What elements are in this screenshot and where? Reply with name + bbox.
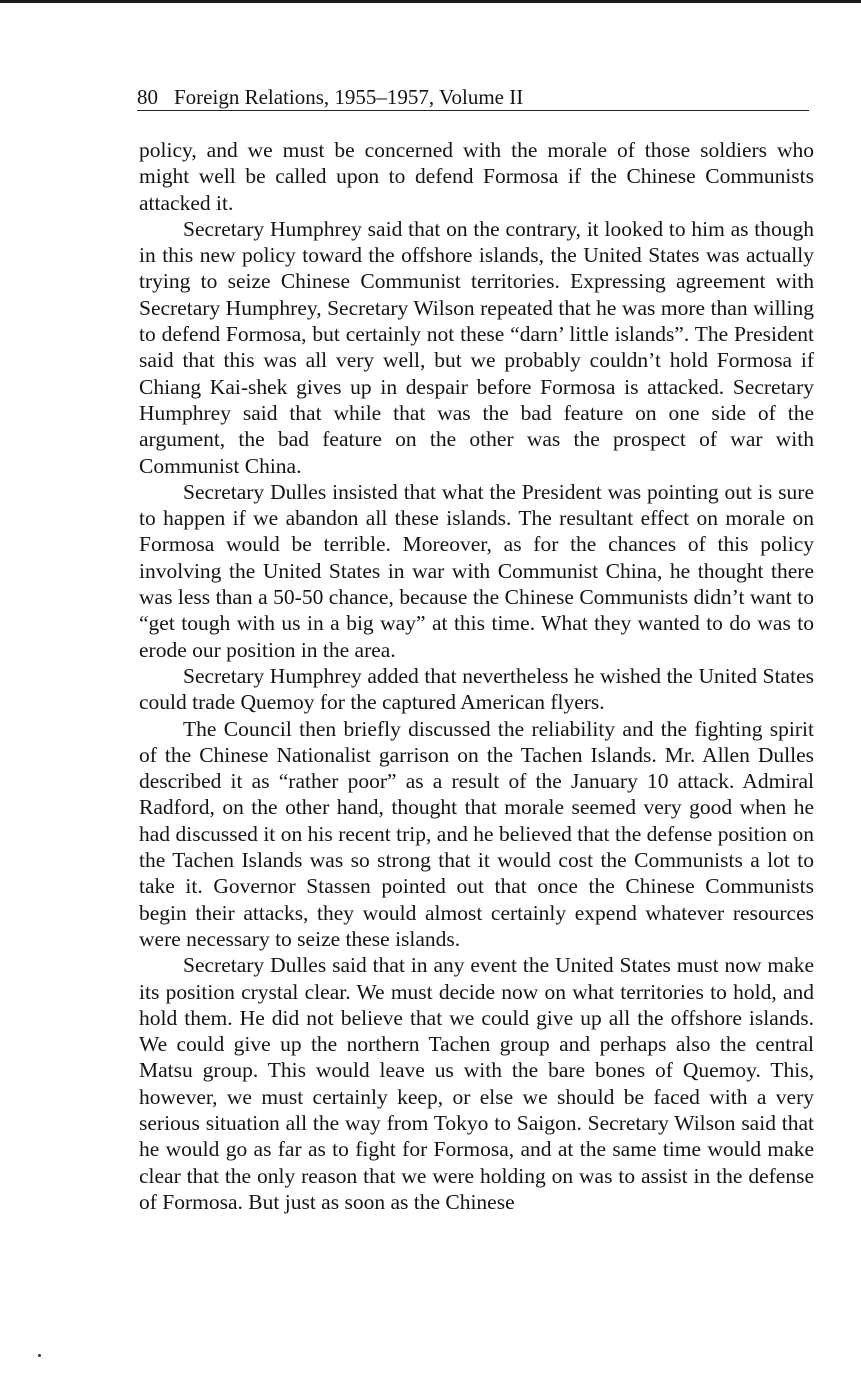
running-header	[137, 84, 809, 111]
paragraph: The Council then briefly discussed the reliability and the fighting spirit of the Chinese Nationalist garrison on the Tachen Islands. Mr. Allen Dulles described it as “rather poor” as a result of the January 10 attack. Admiral Radford, on the other hand, thought that morale seemed very good when he had discussed it on his recent trip, and he believed that the defense position on the Tachen Islands was so strong that it would cost the Communists a lot to take it. Governor Stassen pointed out that once the Chinese Communists begin their attacks, they would almost certainly expend whatever resources were necessary to seize these islands.	[139, 716, 814, 951]
scan-speck	[38, 1354, 41, 1357]
paragraph: Secretary Dulles insisted that what the President was pointing out is sure to happen if we abandon all these islands. The resultant effect on morale on Formosa would be terrible. Moreover, as for the chances of this policy involving the United States in war with Communist China, he thought there was less than a 50-50 chance, because the Chinese Communists didn’t want to “get tough with us in a big way” at this time. What they wanted to do was to erode our position in the area.	[139, 479, 814, 662]
paragraph: Secretary Humphrey said that on the contrary, it looked to him as though in this new policy toward the offshore islands, the United States was actually trying to seize Chinese Communist territories. Expressing agreement with Secretary Humphrey, Secretary Wilson repeated that he was more than willing to defend Formosa, but certainly not these “darn’ little islands”. The President said that this was all very well, but we probably couldn’t hold Formosa if Chiang Kai-shek gives up in despair before Formosa is attacked. Secretary Humphrey said that while that was the bad feature on one side of the argument, the bad feature on the other was the prospect of war with Communist China.	[139, 216, 814, 478]
page-top-edge	[0, 0, 861, 3]
running-title: Foreign Relations, 1955–1957, Volume II	[174, 85, 524, 109]
body-text	[139, 137, 814, 1215]
paragraph: Secretary Humphrey added that nevertheless he wished the United States could trade Quemoy for the captured American flyers.	[139, 663, 814, 715]
paragraph-continued: policy, and we must be concerned with the morale of those soldiers who might well be called upon to defend Formosa if the Chinese Communists attacked it.	[139, 138, 814, 215]
page-number: 80	[137, 85, 158, 109]
paragraph: Secretary Dulles said that in any event the United States must now make its position crystal clear. We must decide now on what territories to hold, and hold them. He did not believe that we could give up all the offshore islands. We could give up the northern Tachen group and perhaps also the central Matsu group. This would leave us with the bare bones of Quemoy. This, however, we must certainly keep, or else we should be faced with a very serious situation all the way from Tokyo to Saigon. Secretary Wilson said that he would go as far as to fight for Formosa, and at the same time would make clear that the only reason that we were holding on was to assist in the defense of Formosa. But just as soon as the Chinese	[139, 953, 814, 1214]
